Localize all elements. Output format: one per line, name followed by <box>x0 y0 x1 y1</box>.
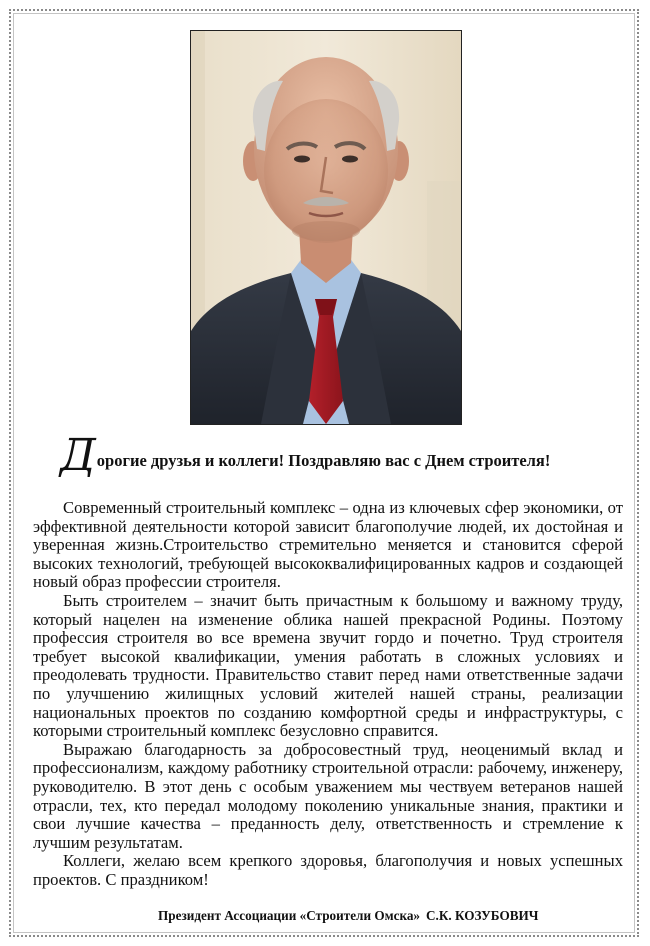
paragraph-2: Быть строителем – значит быть причастным к большому и важному труду, который нацелен на изменение облика нашей прекрасной Родины. Поэтому профессия строителя во все времена звучит гордо и почетно. Труд строителя требует высокой квалификации, умения работать в сложных условиях и преодолевать трудности. Правительство ставит перед нами ответственные задачи по улучшению жилищных условий жителей нашей страны, реализации национальных проектов по созданию комфортной среды и инфраструктуры, с которыми строительный комплекс безусловно справится. <box>33 590 623 741</box>
headline-text: орогие друзья и коллеги! Поздравляю вас с Днем строителя! <box>96 451 551 470</box>
portrait-photo-icon <box>191 31 461 424</box>
signature-title: Президент Ассоциации «Строители Омска» <box>158 908 421 923</box>
signature <box>158 908 538 924</box>
paragraph-3: Выражаю благодарность за добросовестный труд, неоценимый вклад и профессионализм, каждому работнику строительной отрасли: рабочему, инженеру, руководителю. В этот день с особым уважением мы чествуем ветеранов нашей отрасли, тех, кто передал молодому поколению уникальные знания, практики и свои лучшие качества – преданность делу, ответственность и стремление к лучшим результатам. <box>33 739 623 852</box>
portrait-photo <box>190 30 462 425</box>
greeting-headline <box>60 430 620 481</box>
paragraph-4: Коллеги, желаю всем крепкого здоровья, благополучия и новых успешных проектов. С праздником! <box>33 851 623 889</box>
paragraph-1: Современный строительный комплекс – одна из ключевых сфер экономики, от эффективной деятельности которой зависит благополучие людей, их достойная и уверенная жизнь.Строительство стремительно меняется и становится сферой высоких технологий, требующей высококвалифицированных кадров и создающей новый образ профессии строителя. <box>33 498 623 592</box>
signature-name: С.К. КОЗУБОВИЧ <box>426 908 539 923</box>
headline-dropcap: Д <box>60 430 96 481</box>
letter-body <box>33 499 623 889</box>
